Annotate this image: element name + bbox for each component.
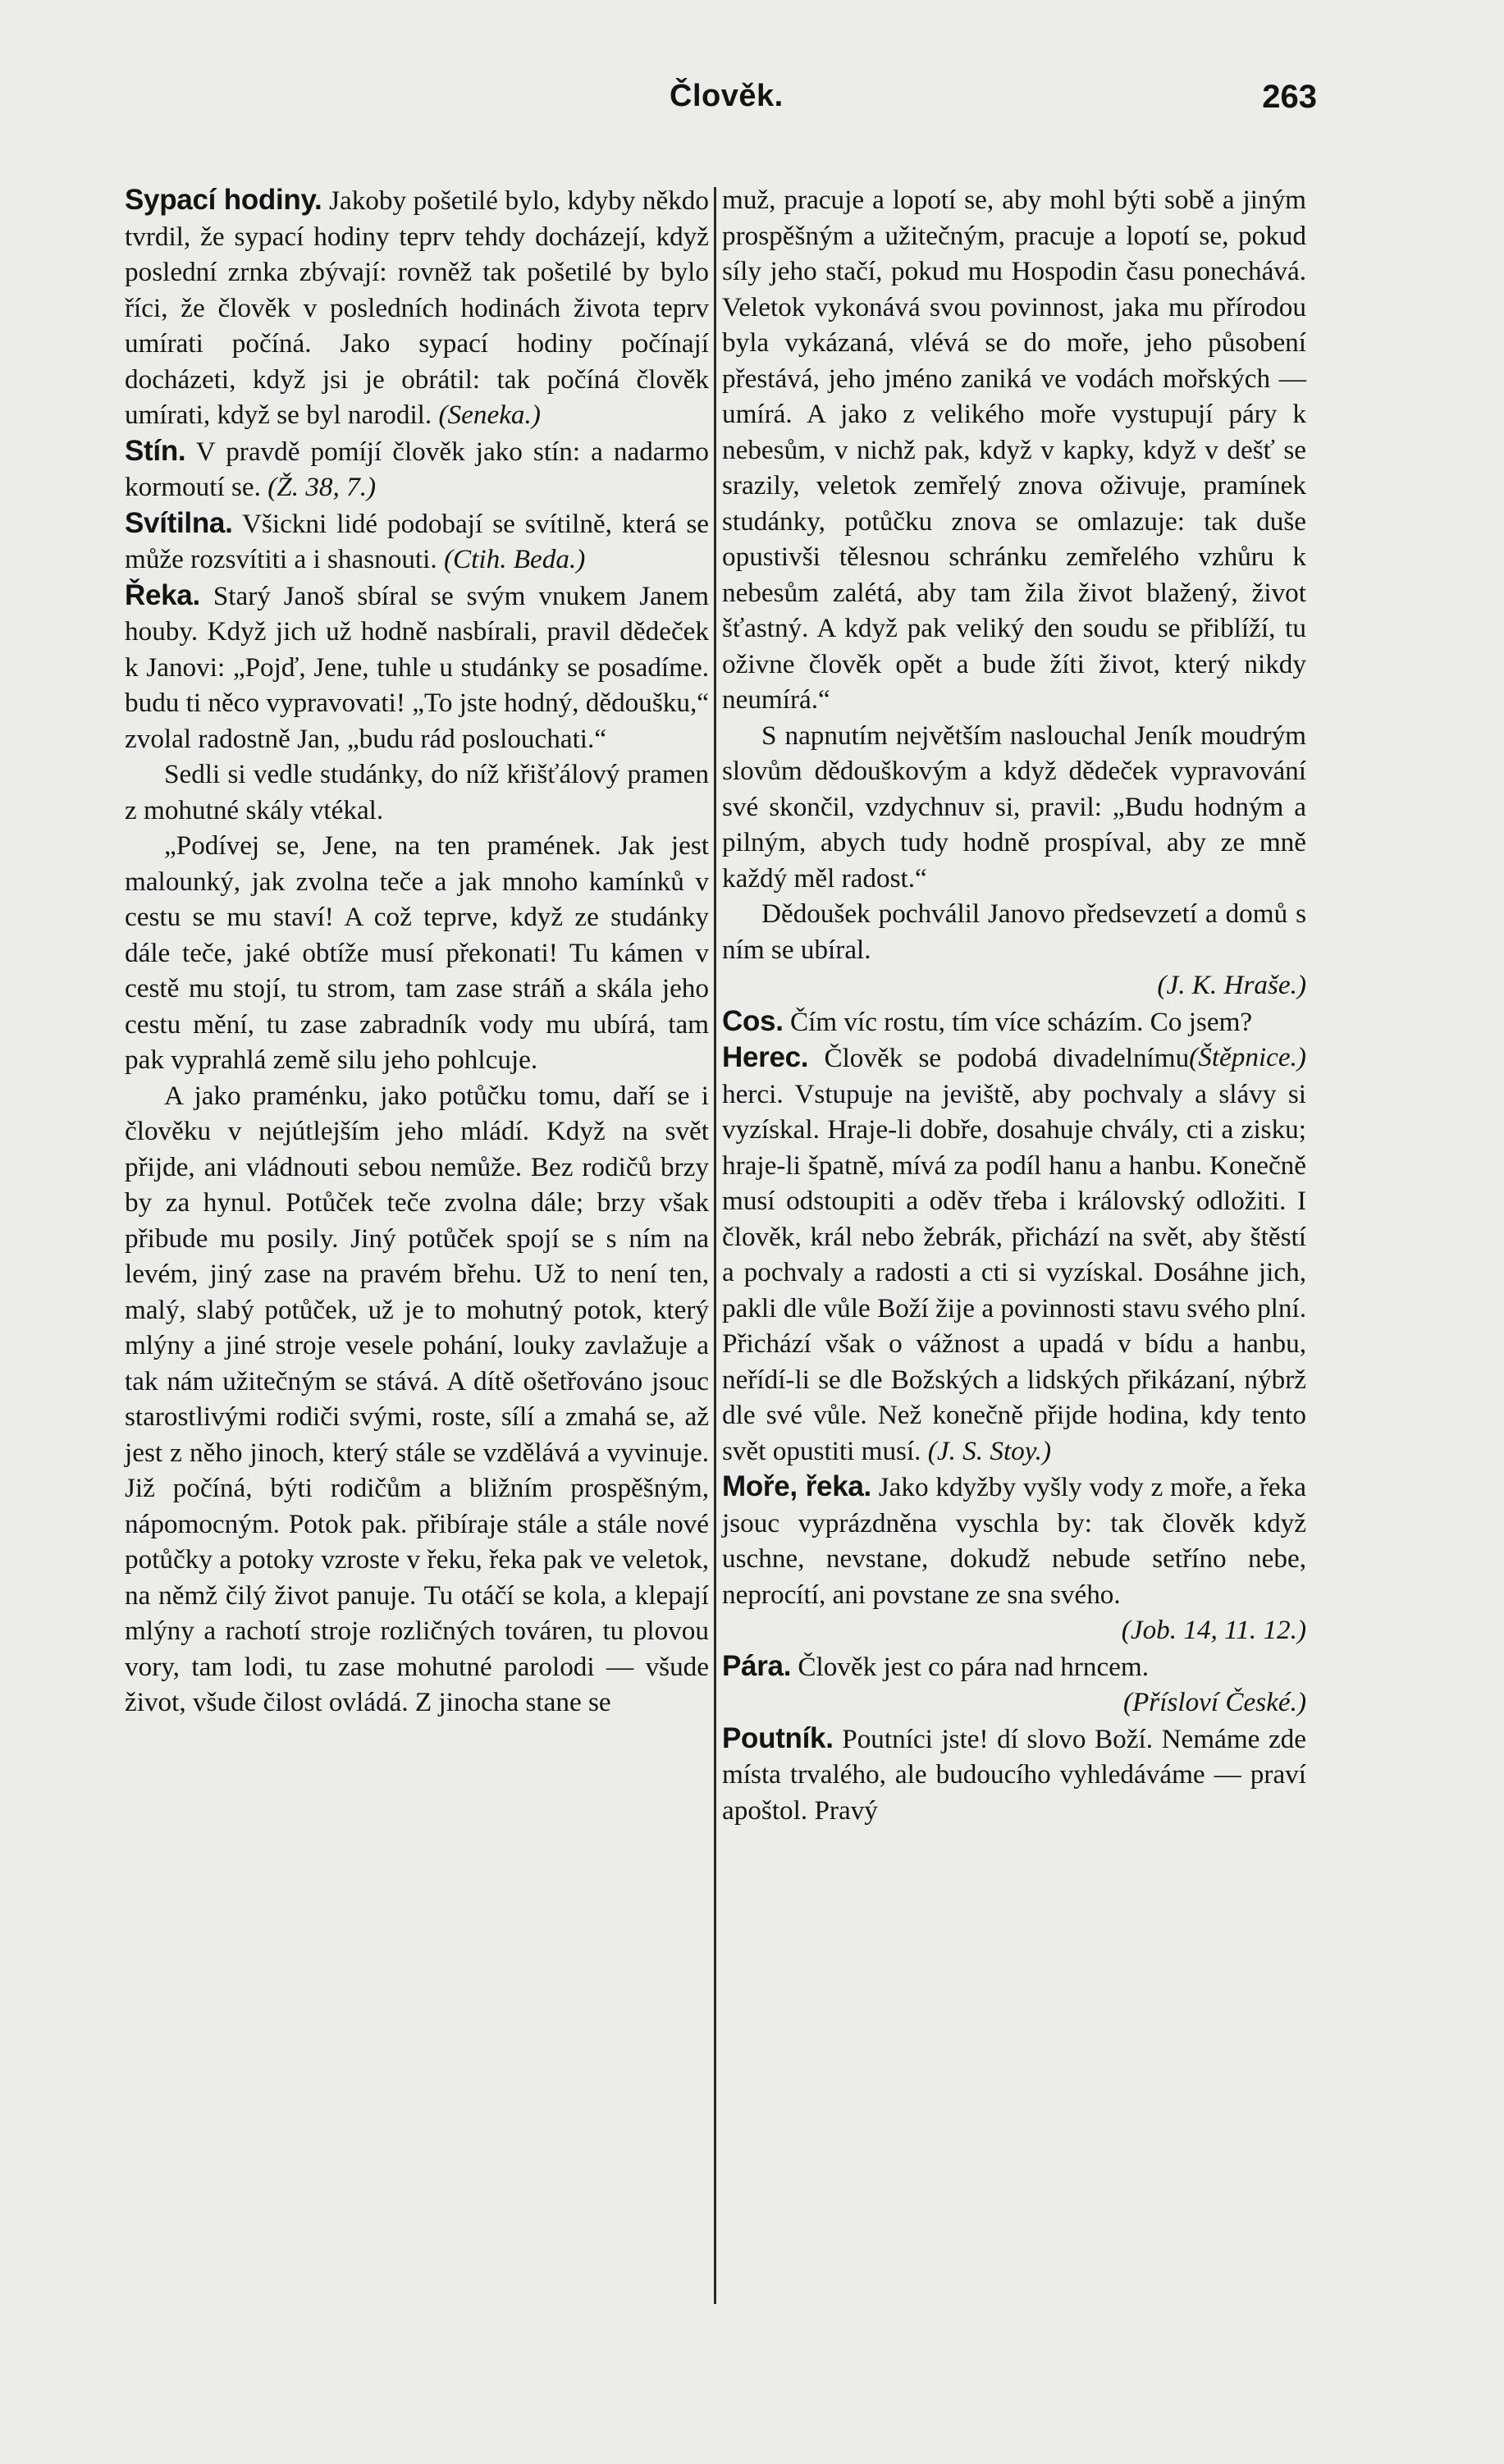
entry-more-reka <box>722 1469 1306 1612</box>
paragraph: muž, pracuje a lopotí se, aby mohl býti sobě a jiným prospěšným a užitečným, pracuje a lopotí se, pokud síly jeho stačí, pokud mu Hospodin času ponechává. Veletok vykonává svou povinnost, jaka mu přírodou byla vykázaná, vlévá se do moře, jeho působení přestává, jeho jméno zaniká ve vodách mořských — umírá. A jako z velikého moře vystupují páry k nebesům, v nichž pak, když v kapky, když v dešť se srazily, veletok zemřelý znova oživuje, pramínek studánky, potůčku znova se omlazuje: tak duše opustivši tělesnou schránku zemřelého vzhůru k nebesům zalétá, aby tam žila život blažený, život šťastný. A když pak veliký den soudu se přiblíží, tu oživne člověk opět a bude žíti život, který nikdy neumírá.“ <box>722 185 1306 715</box>
entry-headword: Stín. <box>125 434 186 467</box>
running-head-title: Člověk. <box>670 79 784 113</box>
entry-headword: Herec. <box>722 1041 809 1073</box>
column-divider <box>714 187 716 2304</box>
entry-headword: Poutník. <box>722 1721 834 1754</box>
left-column <box>125 182 709 1721</box>
entry-text: Člověk jest co pára nad hrncem. <box>798 1651 1150 1682</box>
entry-text: Poutníci jste! dí slovo Boží. Nemáme zde místa trvalého, ale budoucího vyhledáváme — praví apoštol. Pravý <box>722 1723 1306 1826</box>
entry-sypaci-hodiny <box>125 182 709 433</box>
entry-source: (Ctih. Beda.) <box>443 544 586 574</box>
entry-source: (J. K. Hraše.) <box>1157 970 1306 1000</box>
entry-poutnik <box>722 1721 1306 1829</box>
entry-text: V pravdě pomíjí člověk jako stín: a nadarmo kormoutí se. <box>125 436 710 502</box>
entry-text: Starý Janoš sbíral se svým vnukem Janem houby. Když jich už hodně nasbírali, pravil dědeček k Janovi: „Pojď, Jene, tuhle u studánky se posadíme. budu ti něco vypravovati! „To jste hodný, dědoušku,“ zvolal radostně Jan, „budu rád poslouchati.“ <box>125 580 709 754</box>
entry-headword: Svítilna. <box>125 506 233 539</box>
entry-source: (Job. 14, 11. 12.) <box>1121 1615 1306 1645</box>
entry-headword: Řeka. <box>125 578 200 611</box>
entry-stin <box>125 433 709 505</box>
entry-source: (Ž. 38, 7.) <box>267 472 377 502</box>
entry-svitilna <box>125 505 709 578</box>
entry-headword: Cos. <box>722 1004 784 1037</box>
entry-headword: Moře, řeka. <box>722 1470 871 1502</box>
entry-source: (Štěpnice.) <box>1189 1042 1306 1072</box>
entry-source: (Seneka.) <box>438 400 541 430</box>
entry-herec <box>722 1040 1306 1469</box>
entry-reka <box>125 578 709 757</box>
paragraph <box>722 896 1306 967</box>
attribution-line <box>722 1612 1306 1648</box>
paragraph: S napnutím největším naslouchal Jeník moudrým slovům dědouškovým a když dědeček vypravování své skončil, vzdychnuv si, pravil: „Budu hodným a pilným, abych tudy hodně prospíval, aby ze mně každý měl radost.“ <box>722 720 1306 894</box>
entry-text: Člověk se podobá divadelnímu herci. Vstupuje na jeviště, aby pochvaly a slávy si vyzískal. Hraje-li dobře, dosahuje chvály, cti a zisku; hraje-li špatně, mívá za podíl hanu a hanbu. Konečně musí odstoupiti a oděv třeba i královský odložiti. I člověk, král nebo žebrák, přichází na svět, aby štěstí a pochvaly a radosti a cti si vyzískal. Dosáhne jich, pakli dle vůle Boží žije a povinnosti stavu svého plní. Přichází však o vážnost a upadá v bídu a hanbu, neřídí-li se dle Božských a lidských přikázaní, nýbrž dle své vůle. Než konečně přijde hodina, kdy tento svět opustiti musí. <box>722 1043 1306 1466</box>
entry-text: Všickni lidé podobají se svítilně, která se může rozsvítiti a i shasnouti. <box>125 508 709 574</box>
entry-source: (J. S. Stoy.) <box>927 1435 1051 1466</box>
entry-text: Čím víc rostu, tím více scházím. Co jsem? <box>789 1006 1253 1037</box>
entry-headword: Pára. <box>722 1649 792 1682</box>
entry-source: (Přísloví České.) <box>1122 1687 1306 1717</box>
paragraph: Sedli si vedle studánky, do níž křišťálový pramen z mohutné skály vtékal. <box>125 759 709 825</box>
entry-text: Dědoušek pochválil Janovo předsevzetí a domů s ním se ubíral. <box>722 898 1306 965</box>
right-column <box>722 182 1306 1828</box>
page-number: 263 <box>1262 79 1317 115</box>
entry-para <box>722 1648 1306 1685</box>
paragraph: „Podívej se, Jene, na ten pramének. Jak jest malounký, jak zvolna teče a jak mnoho kamínků v cestu se mu staví! A což teprve, když ze studánky dále teče, jaké obtíže musí překonati! Tu kámen v cestě mu stojí, tu strom, tam zase stráň a skála jeho cestu mění, tu zase zabradník vody mu ubírá, tam pak vyprahlá země silu jeho pohlcuje. <box>125 830 709 1075</box>
attribution-line <box>722 967 1306 1003</box>
paragraph: A jako praménku, jako potůčku tomu, daří se i člověku v nejútlejším jeho mládí. Když na svět přijde, ani vládnouti sebou nemůže. Bez rodičů brzy by za hynul. Potůček teče zvolna dále; brzy však přibude mu posily. Jiný potůček spojí se s ním na levém, jiný zase na pravém břehu. Už to není ten, malý, slabý potůček, už je to mohutný potok, který mlýny a jiné stroje vesele pohání, louky zavlažuje a tak nám užitečným se stává. A dítě ošetřováno jsouc starostlivými rodiči svými, roste, sílí a zmahá se, až jest z něho jinoch, který stále se vzdělává a vyvinuje. Již počíná, býti rodičům a bližním prospěšným, nápomocným. Potok pak. přibíraje stále a stále nové potůčky a potoky vzroste v řeku, řeka pak ve veletok, na němž čilý život panuje. Tu otáčí se kola, a klepají mlýny a rachotí stroje rozličných továren, tu plovou vory, tam lodi, tu zase mohutné parolodi — všude život, všude čilost ovládá. Z jinocha stane se <box>125 1080 709 1717</box>
entry-headword: Sypací hodiny. <box>125 184 322 216</box>
entry-text: Jako kdyžby vyšly vody z moře, a řeka jsouc vyprázdněna vyschla by: tak člověk když uschne, nevstane, dokudž nebude setříno nebe, neprocítí, ani povstane ze sna svého. <box>722 1472 1306 1610</box>
entry-text: Jakoby pošetilé bylo, kdyby někdo tvrdil, že sypací hodiny teprv tehdy docházejí, když poslední zrnka zbývají: rovněž tak pošetilé by bylo říci, že člověk v posledních hodinách života teprv umírati počíná. Jako sypací hodiny počínají docházeti, když jsi je obrátil: tak počíná člověk umírati, když se byl narodil. <box>125 185 709 430</box>
running-head <box>0 79 1504 120</box>
attribution-line <box>722 1685 1306 1721</box>
